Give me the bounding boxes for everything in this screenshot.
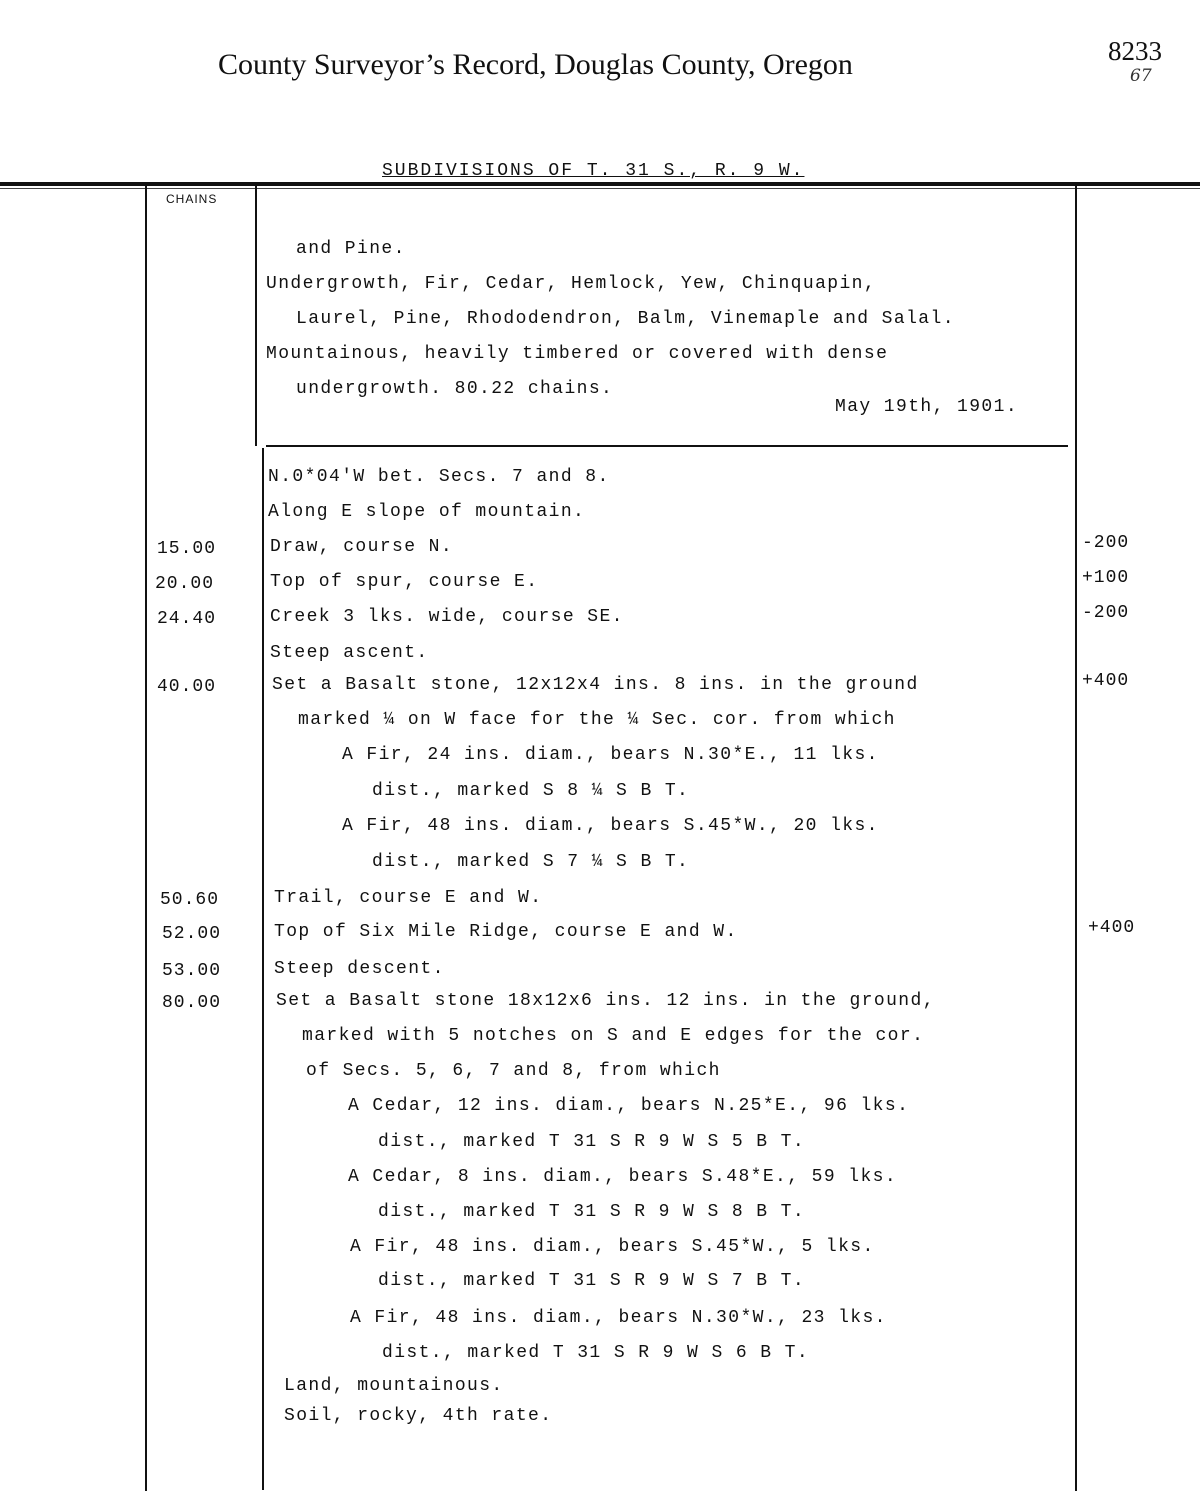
chain-distance: 50.60	[160, 890, 220, 910]
chain-distance: 40.00	[157, 677, 217, 697]
record-line: A Fir, 24 ins. diam., bears N.30*E., 11 lks.	[342, 745, 879, 765]
chain-distance: 15.00	[157, 539, 217, 559]
record-line: Draw, course N.	[270, 537, 454, 557]
record-line: dist., marked S 8 ¼ S B T.	[372, 781, 690, 801]
record-line: Trail, course E and W.	[274, 888, 543, 908]
chains-divider-line-lower	[262, 448, 264, 1490]
page-number-handwritten: 67	[1130, 66, 1152, 86]
record-line: Top of spur, course E.	[270, 572, 539, 592]
record-line: Along E slope of mountain.	[268, 502, 586, 522]
chain-distance: 24.40	[157, 609, 217, 629]
record-line: N.0*04'W bet. Secs. 7 and 8.	[268, 467, 610, 487]
section-title: SUBDIVISIONS OF T. 31 S., R. 9 W.	[382, 161, 805, 181]
right-margin-line	[1075, 186, 1077, 1491]
record-line: Soil, rocky, 4th rate.	[284, 1406, 553, 1426]
chains-column-label: CHAINS	[166, 192, 218, 206]
elevation-change: +400	[1088, 918, 1136, 938]
record-line: Top of Six Mile Ridge, course E and W.	[274, 922, 738, 942]
record-line: Steep descent.	[274, 959, 445, 979]
chain-distance: 52.00	[162, 924, 222, 944]
record-line: dist., marked T 31 S R 9 W S 5 B T.	[378, 1132, 806, 1152]
chains-divider-line-upper	[255, 186, 257, 446]
record-line: Undergrowth, Fir, Cedar, Hemlock, Yew, Chinquapin,	[266, 274, 877, 294]
record-line: A Fir, 48 ins. diam., bears S.45*W., 20 lks.	[342, 816, 879, 836]
record-line: A Cedar, 8 ins. diam., bears S.48*E., 59 lks.	[348, 1167, 898, 1187]
record-line: dist., marked T 31 S R 9 W S 7 B T.	[378, 1271, 806, 1291]
record-line: A Cedar, 12 ins. diam., bears N.25*E., 96 lks.	[348, 1096, 910, 1116]
page-number: 8233	[1108, 36, 1162, 66]
elevation-change: +400	[1082, 671, 1130, 691]
record-line: marked ¼ on W face for the ¼ Sec. cor. from which	[298, 710, 896, 730]
record-line: marked with 5 notches on S and E edges for the cor.	[302, 1026, 925, 1046]
top-rule-thin	[0, 188, 1200, 189]
entry-separator-rule	[266, 445, 1068, 447]
record-line: of Secs. 5, 6, 7 and 8, from which	[306, 1061, 721, 1081]
chain-distance: 53.00	[162, 961, 222, 981]
chain-distance: 80.00	[162, 993, 222, 1013]
page-header-title: County Surveyor’s Record, Douglas County, Oregon	[218, 48, 853, 81]
left-margin-line	[145, 186, 147, 1491]
chain-distance: 20.00	[155, 574, 215, 594]
elevation-change: +100	[1082, 568, 1130, 588]
record-line: Steep ascent.	[270, 643, 429, 663]
record-line: Mountainous, heavily timbered or covered with dense	[266, 344, 889, 364]
elevation-change: -200	[1082, 533, 1130, 553]
record-line: and Pine.	[296, 239, 406, 259]
record-line: dist., marked T 31 S R 9 W S 8 B T.	[378, 1202, 806, 1222]
record-line: undergrowth. 80.22 chains.	[296, 379, 614, 399]
record-line: Laurel, Pine, Rhododendron, Balm, Vinemaple and Salal.	[296, 309, 955, 329]
record-line: Set a Basalt stone 18x12x6 ins. 12 ins. in the ground,	[276, 991, 935, 1011]
record-line: A Fir, 48 ins. diam., bears S.45*W., 5 lks.	[350, 1237, 875, 1257]
top-rule	[0, 182, 1200, 186]
record-line: Creek 3 lks. wide, course SE.	[270, 607, 624, 627]
record-line: dist., marked T 31 S R 9 W S 6 B T.	[382, 1343, 810, 1363]
elevation-change: -200	[1082, 603, 1130, 623]
record-line: Land, mountainous.	[284, 1376, 504, 1396]
record-line: dist., marked S 7 ¼ S B T.	[372, 852, 690, 872]
record-line: Set a Basalt stone, 12x12x4 ins. 8 ins. in the ground	[272, 675, 919, 695]
record-line: A Fir, 48 ins. diam., bears N.30*W., 23 lks.	[350, 1308, 887, 1328]
record-line: May 19th, 1901.	[835, 397, 1019, 417]
